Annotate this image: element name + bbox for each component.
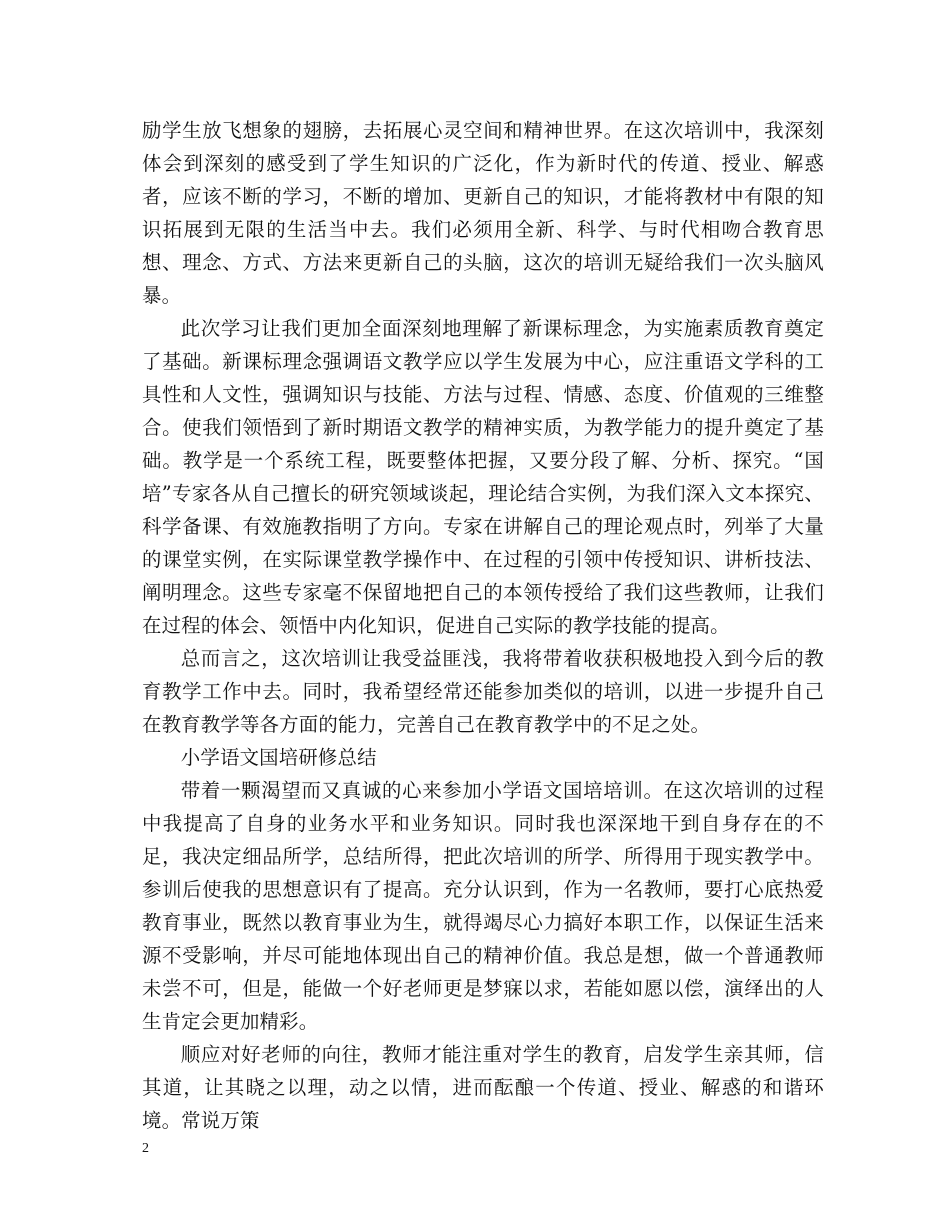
paragraph-good-teacher: 顺应对好老师的向往，教师才能注重对学生的教育，启发学生亲其师，信其道，让其晓之以理，动之以情，进而酝酿一个传道、授业、解惑的和谐环境。常说万策 (142, 1043, 824, 1132)
page-number: 2 (142, 1141, 149, 1156)
paragraph-curriculum: 此次学习让我们更加全面深刻地理解了新课标理念，为实施素质教育奠定了基础。新课标理念强调语文教学应以学生发展为中心，应注重语文学科的工具性和人文性，强调知识与技能、方法与过程、情感、态度、价值观的三维整合。使我们领悟到了新时期语文教学的精神实质，为教学能力的提升奠定了基础。教学是一个系统工程，既要整体把握，又要分段了解、分析、探究。“国培”专家各从自己擅长的研究领域谈起，理论结合实例，为我们深入文本探究、科学备课、有效施教指明了方向。专家在讲解自己的理论观点时，列举了大量的课堂实例，在实际课堂教学操作中、在过程的引领中传授知识、讲析技法、阐明理念。这些专家毫不保留地把自己的本领传授给了我们这些教师，让我们在过程的体会、领悟中内化知识，促进自己实际的教学技能的提高。 (142, 317, 824, 637)
paragraph-continued: 励学生放飞想象的翅膀，去拓展心灵空间和精神世界。在这次培训中，我深刻体会到深刻的感受到了学生知识的广泛化，作为新时代的传道、授业、解惑者，应该不断的学习，不断的增加、更新自己的知识，才能将教材中有限的知识拓展到无限的生活当中去。我们必须用全新、科学、与时代相吻合教育思想、理念、方式、方法来更新自己的头脑，这次的培训无疑给我们一次头脑风暴。 (142, 119, 824, 307)
document-body (142, 114, 824, 1137)
paragraph-training-intro: 带着一颗渴望而又真诚的心来参加小学语文国培培训。在这次培训的过程中我提高了自身的业务水平和业务知识。同时我也深深地干到自身存在的不足，我决定细品所学，总结所得，把此次培训的所学、所得用于现实教学中。参训后使我的思想意识有了提高。充分认识到，作为一名教师，要打心底热爱教育事业，既然以教育事业为生，就得竭尽心力搞好本职工作，以保证生活来源不受影响，并尽可能地体现出自己的精神价值。我总是想，做一个普通教师未尝不可，但是，能做一个好老师更是梦寐以求，若能如愿以偿，演绎出的人生肯定会更加精彩。 (142, 779, 824, 1033)
section-heading: 小学语文国培研修总结 (180, 746, 377, 769)
paragraph-conclusion: 总而言之，这次培训让我受益匪浅，我将带着收获积极地投入到今后的教育教学工作中去。同时，我希望经常还能参加类似的培训，以进一步提升自己在教育教学等各方面的能力，完善自己在教育教学中的不足之处。 (142, 647, 824, 736)
